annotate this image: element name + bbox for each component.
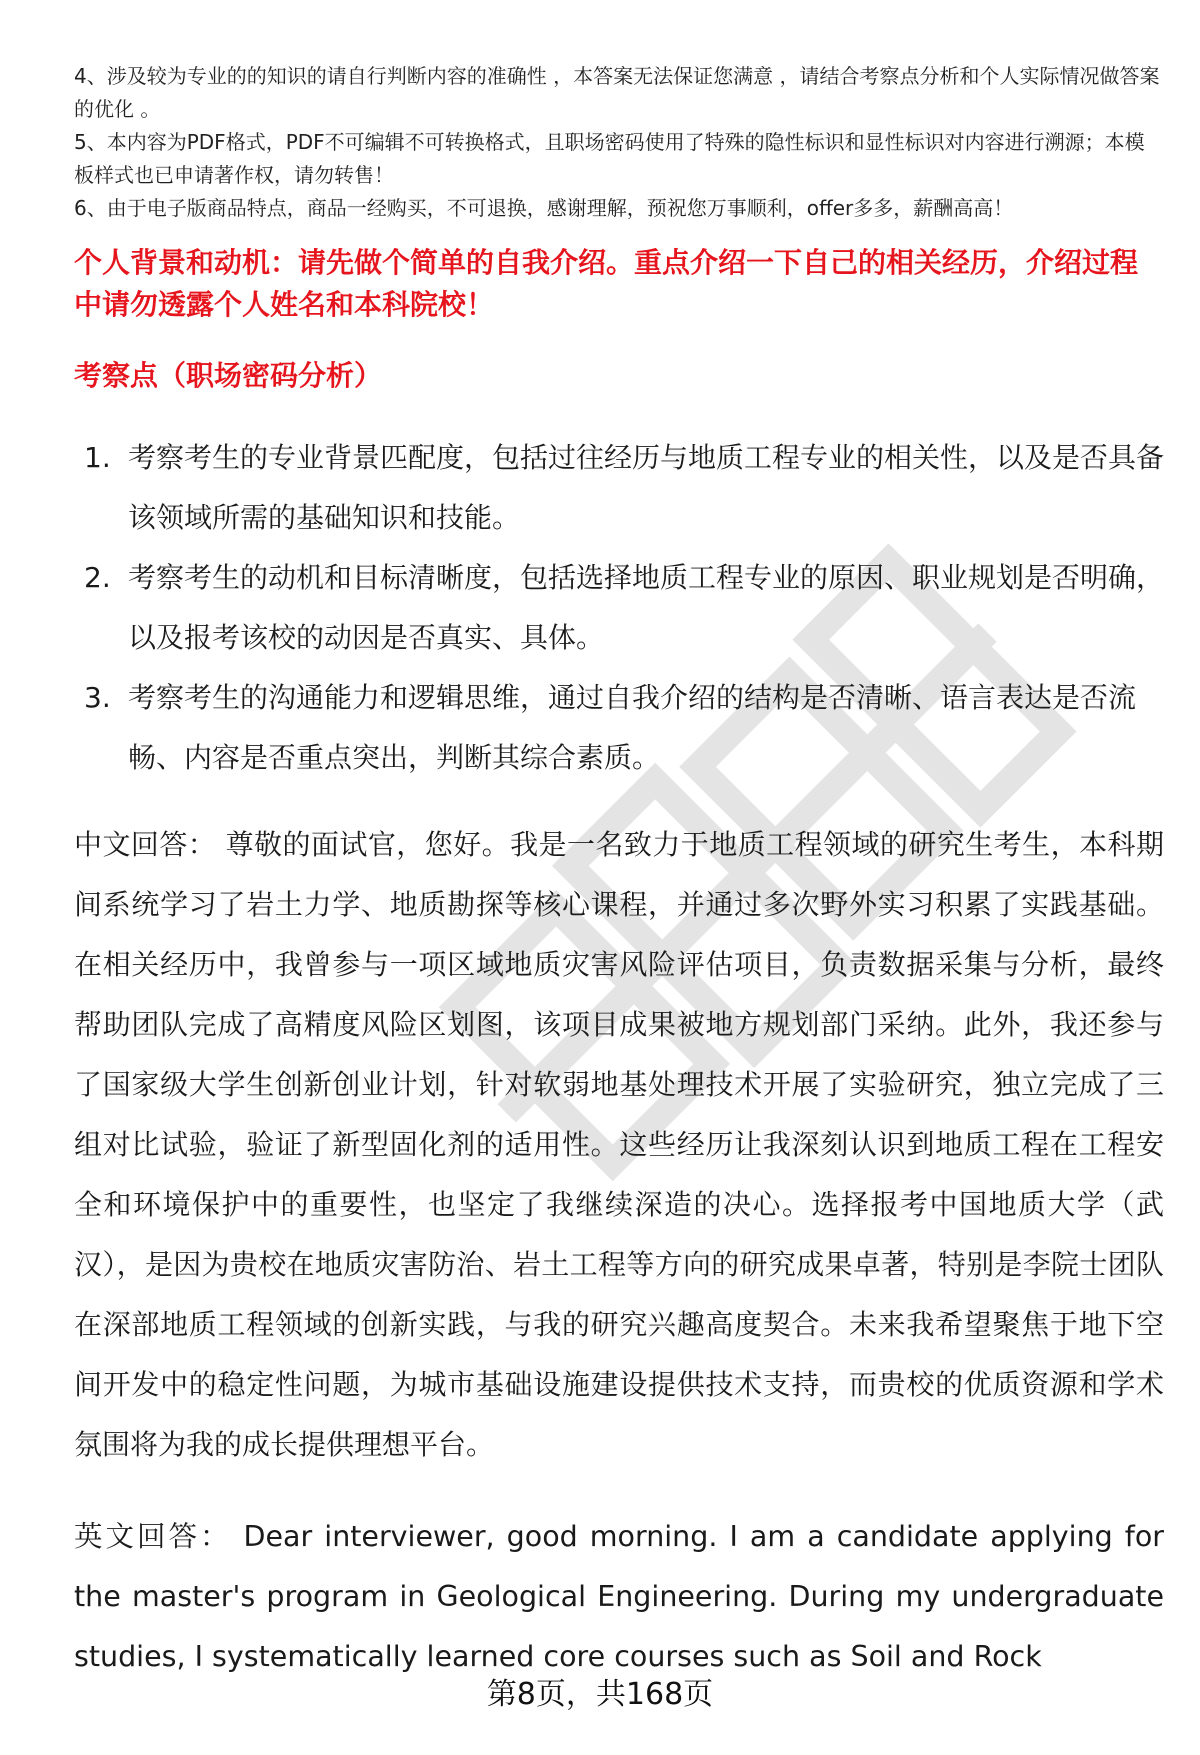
chinese-answer-text: 尊敬的面试官，您好。我是一名致力于地质工程领域的研究生考生，本科期间系统学习了岩土力学、地质勘探等核心课程，并通过多次野外实习积累了实践基础。在相关经历中，我曾参与一项区域地质灾害风险评估项目，负责数据采集与分析，最终帮助团队完成了高精度风险区划图，该项目成果被地方规划部门采纳。此外，我还参与了国家级大学生创新创业计划，针对软弱地基处理技术开展了实验研究，独立完成了三组对比试验，验证了新型固化剂的适用性。这些经历让我深刻认识到地质工程在工程安全和环境保护中的重要性，也坚定了我继续深造的决心。选择报考中国地质大学（武汉），是因为贵校在地质灾害防治、岩土工程等方向的研究成果卓著，特别是李院士团队在深部地质工程领域的创新实践，与我的研究兴趣高度契合。未来我希望聚焦于地下空间开发中的稳定性问题，为城市基础设施建设提供技术支持，而贵校的优质资源和学术氛围将为我的成长提供理想平台。 xyxy=(74,828,1164,1461)
point-text: 考察考生的沟通能力和逻辑思维，通过自我介绍的结构是否清晰、语言表达是否流畅、内容是否重点突出，判断其综合素质。 xyxy=(128,681,1137,774)
page-number-footer: 第8页，共168页 xyxy=(486,1677,714,1712)
english-answer-label: 英文回答： xyxy=(74,1520,232,1553)
kaocha-point xyxy=(74,668,1164,788)
english-answer-text: Dear interviewer, good morning. I am a candidate applying for the master's program in Geological Engineering. During my undergraduate studies, I systematically learned core courses such as Soil and Rock xyxy=(74,1520,1164,1673)
kaocha-point xyxy=(74,548,1164,668)
note-item: 5、本内容为PDF格式，PDF不可编辑不可转换格式，且职场密码使用了特殊的隐性标识和显性标识对内容进行溯源；本模板样式也已申请著作权，请勿转售！ xyxy=(74,130,1145,187)
point-number: 1. xyxy=(84,441,111,474)
chinese-answer xyxy=(74,815,1164,1475)
point-number: 2. xyxy=(84,561,111,594)
note-item: 4、涉及较为专业的的知识的请自行判断内容的准确性 ，本答案无法保证您满意 ，请结合考察点分析和个人实际情况做答案的优化 。 xyxy=(74,64,1160,121)
kaocha-heading: 考察点（职场密码分析） xyxy=(74,359,383,392)
kaocha-points-list xyxy=(74,428,1164,788)
kaocha-point xyxy=(74,428,1164,548)
point-number: 3. xyxy=(84,681,111,714)
note-item: 6、由于电子版商品特点，商品一经购买，不可退换，感谢理解，预祝您万事顺利，offer多多，薪酬高高！ xyxy=(74,196,1014,220)
point-text: 考察考生的专业背景匹配度，包括过往经历与地质工程专业的相关性，以及是否具备该领域所需的基础知识和技能。 xyxy=(128,441,1165,534)
notes-section xyxy=(74,60,1164,225)
english-answer xyxy=(74,1507,1164,1687)
point-text: 考察考生的动机和目标清晰度，包括选择地质工程专业的原因、职业规划是否明确，以及报考该校的动因是否真实、具体。 xyxy=(128,561,1165,654)
question-heading: 个人背景和动机：请先做个简单的自我介绍。重点介绍一下自己的相关经历，介绍过程中请勿透露个人姓名和本科院校！ xyxy=(74,246,1139,321)
chinese-answer-label: 中文回答： xyxy=(74,828,217,861)
